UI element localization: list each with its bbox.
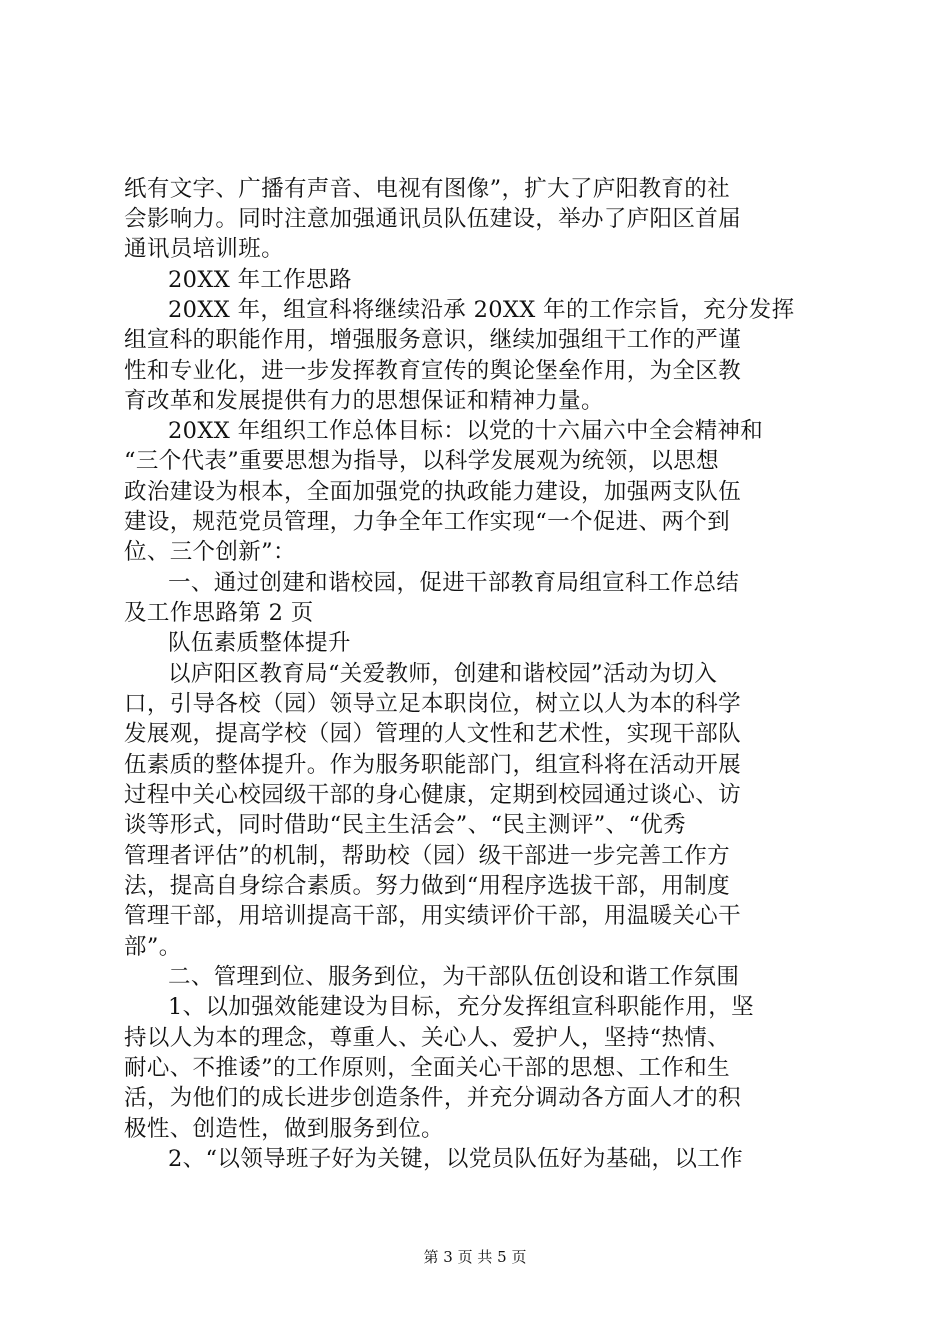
text-line: 20XX 年，组宣科将继续沿承 20XX 年的工作宗旨，充分发挥 [168, 297, 795, 323]
text-line: 位、三个创新”： [124, 539, 296, 565]
text-line: 性和专业化，进一步发挥教育宣传的舆论堡垒作用，为全区教 [124, 358, 741, 384]
text-line: 及工作思路第 2 页 [124, 600, 314, 626]
subsection-heading: 队伍素质整体提升 [168, 630, 351, 656]
page-number-label: 第 3 页 共 5 页 [423, 1248, 527, 1266]
text-line: 过程中关心校园级干部的身心健康，定期到校园通过谈心、访 [124, 782, 741, 808]
text-line: 活，为他们的成长进步创造条件，并充分调动各方面人才的积 [124, 1085, 741, 1111]
text-line: 20XX 年组织工作总体目标：以党的十六届六中全会精神和 [168, 418, 764, 444]
text-line: 管理者评估”的机制，帮助校（园）级干部进一步完善工作方 [124, 843, 730, 869]
text-line: 耐心、不推诿”的工作原则，全面关心干部的思想、工作和生 [124, 1055, 730, 1081]
text-line: 发展观，提高学校（园）管理的人文性和艺术性，实现干部队 [124, 721, 741, 747]
text-line: 二、管理到位、服务到位，为干部队伍创设和谐工作氛围 [168, 964, 740, 990]
text-line: 极性、创造性，做到服务到位。 [124, 1116, 444, 1142]
text-line: 纸有文字、广播有声音、电视有图像”，扩大了庐阳教育的社 [124, 176, 730, 202]
section-heading: 20XX 年工作思路 [168, 267, 352, 293]
text-line: 2、“以领导班子好为关键，以党员队伍好为基础，以工作 [168, 1146, 743, 1172]
text-line: 会影响力。同时注意加强通讯员队伍建设，举办了庐阳区首届 [124, 206, 741, 232]
page-footer [0, 1247, 950, 1267]
text-line: 1、以加强效能建设为目标，充分发挥组宣科职能作用，坚 [168, 994, 754, 1020]
text-line: 法，提高自身综合素质。努力做到“用程序选拔干部，用制度 [124, 873, 730, 899]
text-line: 组宣科的职能作用，增强服务意识，继续加强组干工作的严谨 [124, 327, 741, 353]
text-line: “三个代表”重要思想为指导，以科学发展观为统领，以思想 [124, 448, 719, 474]
text-line: 一、通过创建和谐校园，促进干部教育局组宣科工作总结 [168, 570, 740, 596]
text-line: 建设，规范党员管理，力争全年工作实现“一个促进、两个到 [124, 509, 730, 535]
text-line: 谈等形式，同时借助“民主生活会”、“民主测评”、“优秀 [124, 812, 686, 838]
text-line: 育改革和发展提供有力的思想保证和精神力量。 [124, 388, 604, 414]
text-line: 部”。 [124, 934, 182, 960]
text-line: 政治建设为根本，全面加强党的执政能力建设，加强两支队伍 [124, 479, 741, 505]
text-line: 口，引导各校（园）领导立足本职岗位，树立以人为本的科学 [124, 691, 741, 717]
text-line: 通讯员培训班。 [124, 236, 284, 262]
text-line: 以庐阳区教育局“关爱教师，创建和谐校园”活动为切入 [168, 661, 718, 687]
text-line: 持以人为本的理念，尊重人、关心人、爱护人，坚持“热情、 [124, 1025, 730, 1051]
text-line: 伍素质的整体提升。作为服务职能部门，组宣科将在活动开展 [124, 752, 741, 778]
text-line: 管理干部，用培训提高干部，用实绩评价干部，用温暖关心干 [124, 903, 741, 929]
